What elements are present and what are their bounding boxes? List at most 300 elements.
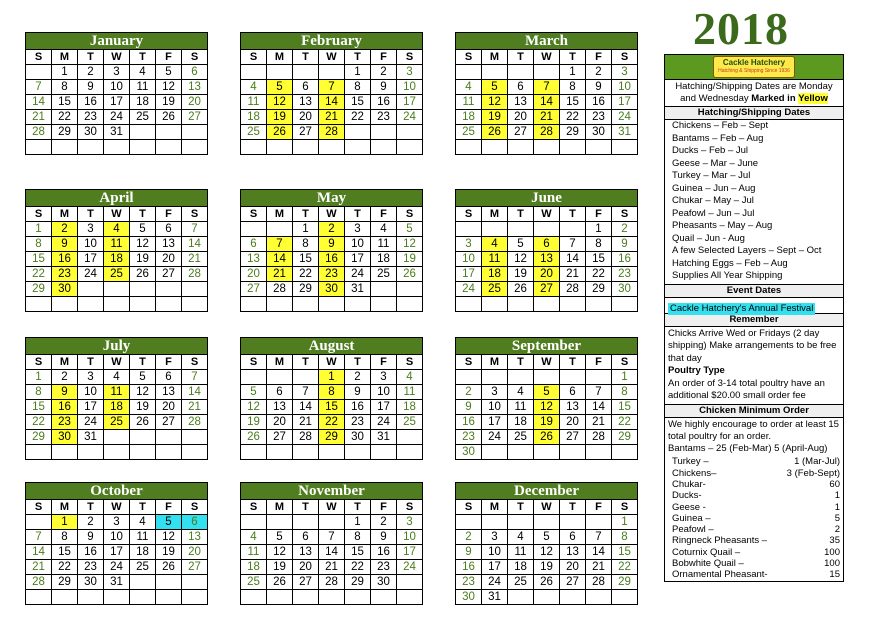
- weekday-header: W: [104, 500, 130, 515]
- day-cell: 11: [130, 80, 156, 95]
- day-cell: 7: [26, 80, 52, 95]
- day-cell: [345, 140, 371, 155]
- day-cell: 13: [241, 252, 267, 267]
- day-cell: 26: [156, 110, 182, 125]
- day-cell: [26, 297, 52, 312]
- day-cell: 5: [267, 530, 293, 545]
- day-cell: 9: [345, 385, 371, 400]
- day-cell: [104, 445, 130, 460]
- weekday-header: F: [586, 207, 612, 222]
- day-cell: [104, 297, 130, 312]
- day-cell: 25: [371, 267, 397, 282]
- weekday-header: S: [612, 50, 638, 65]
- hatching-dates-heading: Hatching/Shipping Dates: [665, 107, 843, 120]
- day-cell: 13: [560, 400, 586, 415]
- day-cell: 29: [586, 282, 612, 297]
- day-cell: 10: [397, 530, 423, 545]
- day-cell: 27: [293, 575, 319, 590]
- day-cell: 24: [371, 415, 397, 430]
- day-cell: 9: [371, 80, 397, 95]
- day-cell: 9: [612, 237, 638, 252]
- month-table: [240, 499, 423, 605]
- remember-text: Chicks Arrive Wed or Fridays (2 day shipping) Make arrangements to be free that day: [668, 327, 837, 364]
- day-cell: 7: [26, 530, 52, 545]
- day-cell: [241, 140, 267, 155]
- day-cell: 27: [156, 267, 182, 282]
- weekday-header: W: [534, 50, 560, 65]
- weekday-header: T: [508, 50, 534, 65]
- week-row: [26, 445, 208, 460]
- week-row: [26, 590, 208, 605]
- day-cell: 21: [319, 110, 345, 125]
- event-dates-heading: Event Dates: [665, 285, 843, 298]
- day-cell: 7: [182, 370, 208, 385]
- day-cell: 26: [482, 125, 508, 140]
- day-cell: [456, 222, 482, 237]
- weekday-header: F: [371, 355, 397, 370]
- month-table: [25, 206, 208, 312]
- day-cell: 3: [397, 515, 423, 530]
- day-cell: 26: [508, 282, 534, 297]
- day-cell: 22: [26, 267, 52, 282]
- day-cell: 20: [560, 415, 586, 430]
- week-row: [26, 110, 208, 125]
- day-cell: 17: [482, 415, 508, 430]
- week-row: [456, 575, 638, 590]
- day-cell: 20: [293, 560, 319, 575]
- day-cell: [371, 282, 397, 297]
- weekday-header: F: [156, 207, 182, 222]
- day-cell: [267, 515, 293, 530]
- day-cell: [104, 430, 130, 445]
- day-cell: 11: [104, 385, 130, 400]
- day-cell: 5: [130, 222, 156, 237]
- remember-section: [665, 327, 843, 405]
- month-name: October: [25, 482, 208, 499]
- hatching-date-item: Supplies All Year Shipping: [672, 270, 783, 281]
- weekday-header: T: [345, 50, 371, 65]
- day-cell: [482, 445, 508, 460]
- day-cell: 2: [612, 222, 638, 237]
- day-cell: 25: [130, 110, 156, 125]
- day-cell: 2: [78, 65, 104, 80]
- day-cell: 11: [456, 95, 482, 110]
- day-cell: 23: [78, 110, 104, 125]
- weekday-header: S: [397, 500, 423, 515]
- day-cell: 2: [78, 515, 104, 530]
- day-cell: 19: [397, 252, 423, 267]
- week-row: [456, 560, 638, 575]
- day-cell: 3: [397, 65, 423, 80]
- weekday-header: M: [482, 50, 508, 65]
- day-cell: 1: [345, 515, 371, 530]
- day-cell: 3: [456, 237, 482, 252]
- day-cell: 21: [560, 267, 586, 282]
- day-cell: 30: [319, 282, 345, 297]
- weekday-header: F: [586, 355, 612, 370]
- shipping-note-text: Hatching/Shipping Dates are Monday and Wednesday: [675, 81, 833, 104]
- day-cell: [267, 445, 293, 460]
- day-cell: 1: [586, 222, 612, 237]
- poultry-label: Chukar-: [672, 478, 706, 490]
- month-table: [25, 499, 208, 605]
- day-cell: 19: [267, 110, 293, 125]
- day-cell: 29: [319, 430, 345, 445]
- week-row: [456, 590, 638, 605]
- day-cell: 12: [482, 95, 508, 110]
- day-cell: 28: [534, 125, 560, 140]
- month-name: June: [455, 189, 638, 206]
- day-cell: [182, 297, 208, 312]
- day-cell: [241, 445, 267, 460]
- weekday-header: M: [267, 500, 293, 515]
- day-cell: 7: [586, 530, 612, 545]
- day-cell: 8: [319, 385, 345, 400]
- hatching-date-item: Chukar – May – Jul: [672, 195, 754, 206]
- day-cell: 10: [78, 385, 104, 400]
- minimum-quantity: 3 (Feb-Sept): [786, 467, 840, 479]
- week-row: [26, 530, 208, 545]
- week-row: [456, 515, 638, 530]
- day-cell: [397, 430, 423, 445]
- weekday-header: M: [52, 50, 78, 65]
- weekday-header: M: [267, 355, 293, 370]
- day-cell: [156, 445, 182, 460]
- day-cell: 9: [319, 237, 345, 252]
- day-cell: 8: [293, 237, 319, 252]
- day-cell: [612, 445, 638, 460]
- day-cell: [293, 445, 319, 460]
- day-cell: [508, 370, 534, 385]
- day-cell: 28: [586, 575, 612, 590]
- day-cell: 11: [241, 95, 267, 110]
- day-cell: 13: [293, 95, 319, 110]
- weekday-header: F: [371, 207, 397, 222]
- day-cell: [508, 140, 534, 155]
- day-cell: [267, 370, 293, 385]
- week-row: [456, 252, 638, 267]
- day-cell: 26: [397, 267, 423, 282]
- day-cell: [482, 297, 508, 312]
- weekday-header: S: [26, 207, 52, 222]
- day-cell: 24: [612, 110, 638, 125]
- day-cell: 18: [130, 95, 156, 110]
- day-cell: 26: [534, 430, 560, 445]
- day-cell: 28: [182, 415, 208, 430]
- day-cell: 1: [293, 222, 319, 237]
- day-cell: 30: [52, 430, 78, 445]
- day-cell: 31: [371, 430, 397, 445]
- day-cell: 26: [267, 125, 293, 140]
- weekday-header: S: [26, 50, 52, 65]
- minimum-quantity: 5: [834, 512, 840, 524]
- day-cell: [456, 370, 482, 385]
- hatching-date-item: Guinea – Jun – Aug: [672, 182, 756, 194]
- day-cell: 30: [456, 590, 482, 605]
- day-cell: 1: [560, 65, 586, 80]
- day-cell: 16: [612, 252, 638, 267]
- week-row: [26, 282, 208, 297]
- week-row: [241, 560, 423, 575]
- weekday-header: F: [586, 50, 612, 65]
- minimum-quantity: 2: [834, 524, 840, 536]
- day-cell: [345, 590, 371, 605]
- bantams-minimum: Bantams – 25 (Feb-Mar) 5 (April-Aug): [668, 443, 828, 455]
- poultry-label: Ornamental Pheasant-: [672, 569, 768, 581]
- day-cell: 2: [52, 370, 78, 385]
- month-january: [25, 32, 208, 155]
- day-cell: [241, 222, 267, 237]
- day-cell: [397, 297, 423, 312]
- weekday-header: W: [104, 355, 130, 370]
- poultry-label: Peafowl –: [672, 524, 714, 536]
- day-cell: [182, 125, 208, 140]
- day-cell: 25: [241, 125, 267, 140]
- minimum-quantity: 35: [829, 535, 840, 547]
- day-cell: 10: [456, 252, 482, 267]
- week-row: [456, 267, 638, 282]
- day-cell: 5: [508, 237, 534, 252]
- day-cell: 17: [78, 400, 104, 415]
- day-cell: [456, 515, 482, 530]
- day-cell: 6: [534, 237, 560, 252]
- day-cell: 25: [130, 560, 156, 575]
- day-cell: 30: [586, 125, 612, 140]
- day-cell: [371, 297, 397, 312]
- day-cell: 28: [26, 575, 52, 590]
- day-cell: 13: [156, 237, 182, 252]
- month-table: [25, 49, 208, 155]
- day-cell: [319, 65, 345, 80]
- week-row: [241, 140, 423, 155]
- day-cell: 27: [560, 575, 586, 590]
- day-cell: [508, 65, 534, 80]
- day-cell: 6: [241, 237, 267, 252]
- minimum-quantity-row: [665, 513, 843, 524]
- day-cell: 2: [456, 385, 482, 400]
- day-cell: [130, 297, 156, 312]
- month-october: [25, 482, 208, 605]
- shipping-note: [665, 80, 843, 107]
- weekday-header: S: [182, 50, 208, 65]
- day-cell: 4: [104, 222, 130, 237]
- month-table: [455, 354, 638, 460]
- day-cell: 28: [560, 282, 586, 297]
- day-cell: 10: [345, 237, 371, 252]
- day-cell: [156, 140, 182, 155]
- day-cell: 29: [612, 575, 638, 590]
- poultry-label: Guinea –: [672, 512, 711, 524]
- day-cell: 11: [508, 400, 534, 415]
- week-row: [241, 415, 423, 430]
- day-cell: [26, 65, 52, 80]
- day-cell: 18: [130, 545, 156, 560]
- day-cell: [397, 575, 423, 590]
- day-cell: [534, 222, 560, 237]
- day-cell: [397, 125, 423, 140]
- week-row: [26, 430, 208, 445]
- day-cell: [586, 590, 612, 605]
- minimum-quantity: 100: [824, 558, 840, 570]
- day-cell: 17: [456, 267, 482, 282]
- day-cell: 17: [397, 545, 423, 560]
- day-cell: 10: [482, 400, 508, 415]
- day-cell: 28: [26, 125, 52, 140]
- day-cell: 6: [508, 80, 534, 95]
- day-cell: 26: [130, 267, 156, 282]
- day-cell: 12: [534, 545, 560, 560]
- day-cell: [560, 590, 586, 605]
- day-cell: [482, 222, 508, 237]
- day-cell: [130, 445, 156, 460]
- week-row: [241, 297, 423, 312]
- day-cell: 23: [586, 110, 612, 125]
- day-cell: 25: [508, 430, 534, 445]
- day-cell: [482, 140, 508, 155]
- day-cell: 22: [586, 267, 612, 282]
- weekday-header: W: [319, 355, 345, 370]
- day-cell: [319, 590, 345, 605]
- day-cell: [78, 590, 104, 605]
- day-cell: [156, 575, 182, 590]
- day-cell: 27: [293, 125, 319, 140]
- day-cell: 21: [293, 415, 319, 430]
- poultry-label: Geese -: [672, 501, 706, 513]
- day-cell: 22: [612, 560, 638, 575]
- day-cell: [508, 445, 534, 460]
- day-cell: 16: [345, 400, 371, 415]
- day-cell: [293, 515, 319, 530]
- day-cell: [612, 140, 638, 155]
- day-cell: 7: [267, 237, 293, 252]
- day-cell: 28: [182, 267, 208, 282]
- week-row: [241, 400, 423, 415]
- week-row: [456, 370, 638, 385]
- logo-tagline: Hatching & Shipping Since 1936: [718, 68, 790, 74]
- day-cell: 24: [78, 415, 104, 430]
- month-may: [240, 189, 423, 312]
- weekday-header: W: [104, 50, 130, 65]
- minimum-quantity: 1 (Mar-Jul): [794, 456, 840, 468]
- day-cell: 27: [267, 430, 293, 445]
- day-cell: 22: [345, 560, 371, 575]
- weekday-header: T: [560, 500, 586, 515]
- day-cell: 2: [586, 65, 612, 80]
- day-cell: [456, 65, 482, 80]
- weekday-header: T: [130, 500, 156, 515]
- day-cell: [586, 140, 612, 155]
- day-cell: 26: [267, 575, 293, 590]
- day-cell: [293, 590, 319, 605]
- week-row: [26, 222, 208, 237]
- week-row: [456, 297, 638, 312]
- day-cell: [267, 140, 293, 155]
- day-cell: 25: [482, 282, 508, 297]
- day-cell: 17: [104, 545, 130, 560]
- day-cell: 21: [586, 560, 612, 575]
- day-cell: 23: [319, 267, 345, 282]
- week-row: [26, 545, 208, 560]
- day-cell: 16: [319, 252, 345, 267]
- small-order-fee-text: An order of 3-14 total poultry have an additional $20.00 small order fee: [668, 377, 825, 401]
- day-cell: [456, 140, 482, 155]
- day-cell: 5: [397, 222, 423, 237]
- day-cell: 14: [319, 95, 345, 110]
- week-row: [26, 65, 208, 80]
- day-cell: [267, 297, 293, 312]
- day-cell: 22: [560, 110, 586, 125]
- week-row: [456, 282, 638, 297]
- day-cell: 20: [508, 110, 534, 125]
- day-cell: 8: [52, 80, 78, 95]
- day-cell: 8: [586, 237, 612, 252]
- weekday-header: F: [371, 500, 397, 515]
- day-cell: 4: [508, 385, 534, 400]
- day-cell: 12: [397, 237, 423, 252]
- day-cell: [156, 282, 182, 297]
- day-cell: 25: [241, 575, 267, 590]
- minimum-quantity-row: [665, 456, 843, 467]
- day-cell: 5: [534, 385, 560, 400]
- minimum-quantity-row: [665, 502, 843, 513]
- minimum-quantity-row: [665, 490, 843, 501]
- day-cell: 20: [241, 267, 267, 282]
- day-cell: 24: [104, 560, 130, 575]
- day-cell: [182, 575, 208, 590]
- weekday-header: S: [241, 50, 267, 65]
- week-row: [241, 95, 423, 110]
- day-cell: 21: [26, 110, 52, 125]
- day-cell: [482, 515, 508, 530]
- day-cell: 19: [241, 415, 267, 430]
- day-cell: [345, 297, 371, 312]
- day-cell: [241, 515, 267, 530]
- month-table: [455, 499, 638, 605]
- week-row: [456, 80, 638, 95]
- day-cell: [319, 140, 345, 155]
- day-cell: [397, 282, 423, 297]
- day-cell: [371, 140, 397, 155]
- week-row: [456, 415, 638, 430]
- day-cell: 4: [397, 370, 423, 385]
- day-cell: 11: [241, 545, 267, 560]
- weekday-header: S: [397, 207, 423, 222]
- hatching-dates-list: [665, 120, 843, 285]
- weekday-header: T: [345, 207, 371, 222]
- week-row: [26, 140, 208, 155]
- week-row: [456, 430, 638, 445]
- day-cell: [534, 590, 560, 605]
- week-row: [241, 590, 423, 605]
- day-cell: [482, 370, 508, 385]
- week-row: [241, 282, 423, 297]
- day-cell: 28: [267, 282, 293, 297]
- day-cell: 12: [156, 80, 182, 95]
- day-cell: 7: [534, 80, 560, 95]
- day-cell: 16: [52, 400, 78, 415]
- weekday-header: S: [182, 355, 208, 370]
- week-row: [26, 370, 208, 385]
- day-cell: [182, 445, 208, 460]
- day-cell: 5: [130, 370, 156, 385]
- minimum-quantity: 15: [829, 569, 840, 581]
- poultry-label: Chickens–: [672, 467, 717, 479]
- weekday-header: S: [397, 355, 423, 370]
- day-cell: 2: [345, 370, 371, 385]
- day-cell: 10: [371, 385, 397, 400]
- day-cell: 21: [267, 267, 293, 282]
- day-cell: [560, 222, 586, 237]
